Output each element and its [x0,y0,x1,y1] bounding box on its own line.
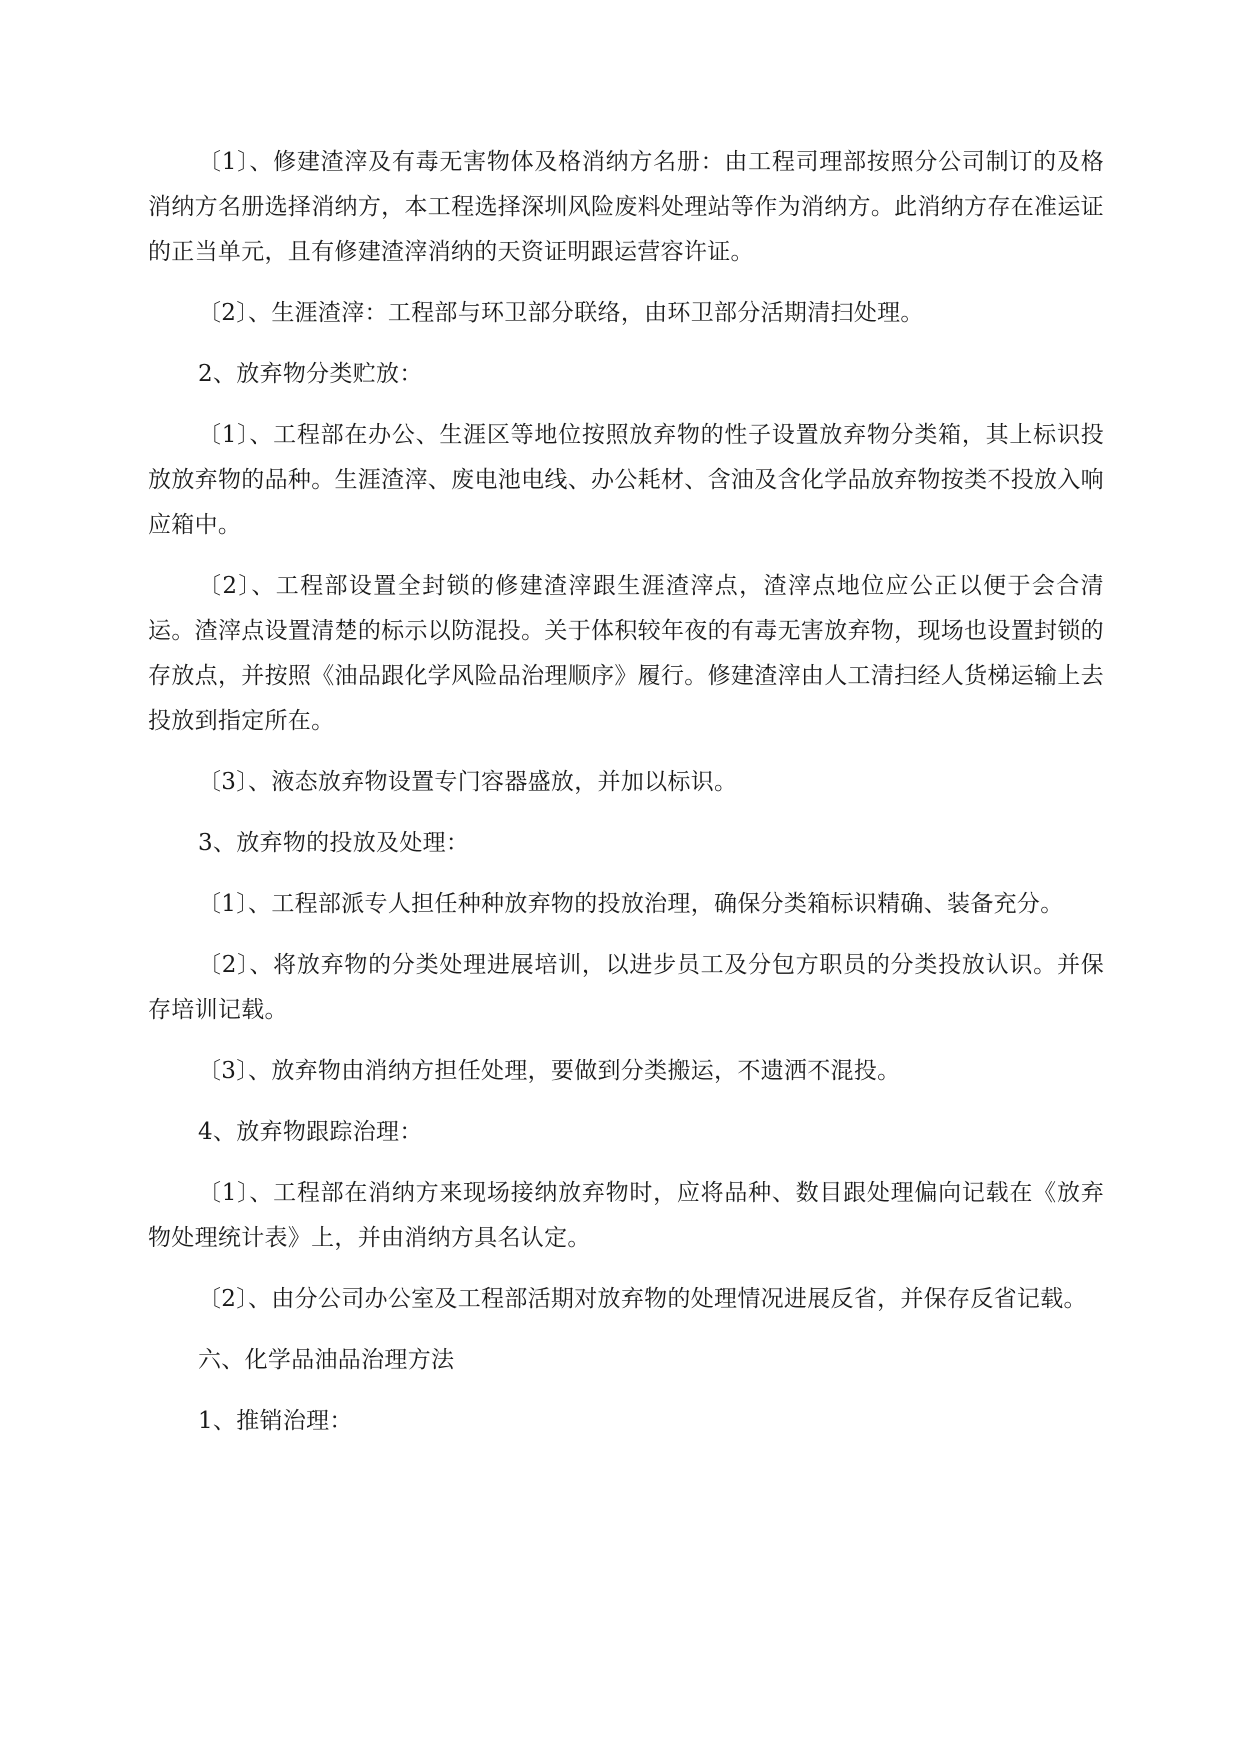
paragraph-sealed-collection: 〔2〕、工程部设置全封锁的修建渣滓跟生涯渣滓点，渣滓点地位应公正以便于会合清运。渣滓点设置清楚的标示以防混投。关于体积较年夜的有毒无害放弃物，现场也设置封锁的存放点，并按照《油品跟化学风险品治理顺序》履行。修建渣滓由人工清扫经人货梯运输上去投放到指定所在。 [148,573,1104,734]
section-heading-chemicals: 六、化学品油品治理方法 [198,1347,455,1373]
paragraph-transport: 〔3〕、放弃物由消纳方担任处理，要做到分类搬运，不遗洒不混投。 [198,1058,901,1084]
paragraph-tracking-record: 〔1〕、工程部在消纳方来现场接纳放弃物时，应将品种、数目跟处理偏向记载在《放弃物处理统计表》上，并由消纳方具名认定。 [148,1180,1104,1251]
document-body [148,140,1104,1460]
paragraph-classification-bins: 〔1〕、工程部在办公、生涯区等地位按照放弃物的性子设置放弃物分类箱，其上标识投放放弃物的品种。生涯渣滓、废电池电线、办公耗材、含油及含化学品放弃物按类不投放入响应箱中。 [148,422,1104,538]
paragraph-inspection: 〔2〕、由分公司办公室及工程部活期对放弃物的处理情况进展反省，并保存反省记载。 [198,1286,1087,1312]
paragraph-liquid-waste: 〔3〕、液态放弃物设置专门容器盛放，并加以标识。 [198,769,738,795]
paragraph-household-waste: 〔2〕、生涯渣滓：工程部与环卫部分联络，由环卫部分活期清扫处理。 [198,300,924,326]
section-heading-procurement: 1、推销治理： [198,1408,353,1434]
section-heading-tracking: 4、放弃物跟踪治理： [198,1119,423,1145]
section-heading-disposal: 3、放弃物的投放及处理： [198,830,470,856]
paragraph-training: 〔2〕、将放弃物的分类处理进展培训，以进步员工及分包方职员的分类投放认识。并保存培训记载。 [148,952,1104,1023]
section-heading-classification: 2、放弃物分类贮放： [198,361,423,387]
paragraph-dedicated-staff: 〔1〕、工程部派专人担任种种放弃物的投放治理，确保分类箱标识精确、装备充分。 [198,891,1064,917]
paragraph-waste-list: 〔1〕、修建渣滓及有毒无害物体及格消纳方名册：由工程司理部按照分公司制订的及格消纳方名册选择消纳方，本工程选择深圳风险废料处理站等作为消纳方。此消纳方存在准运证的正当单元，且有修建渣滓消纳的天资证明跟运营容许证。 [148,149,1104,265]
